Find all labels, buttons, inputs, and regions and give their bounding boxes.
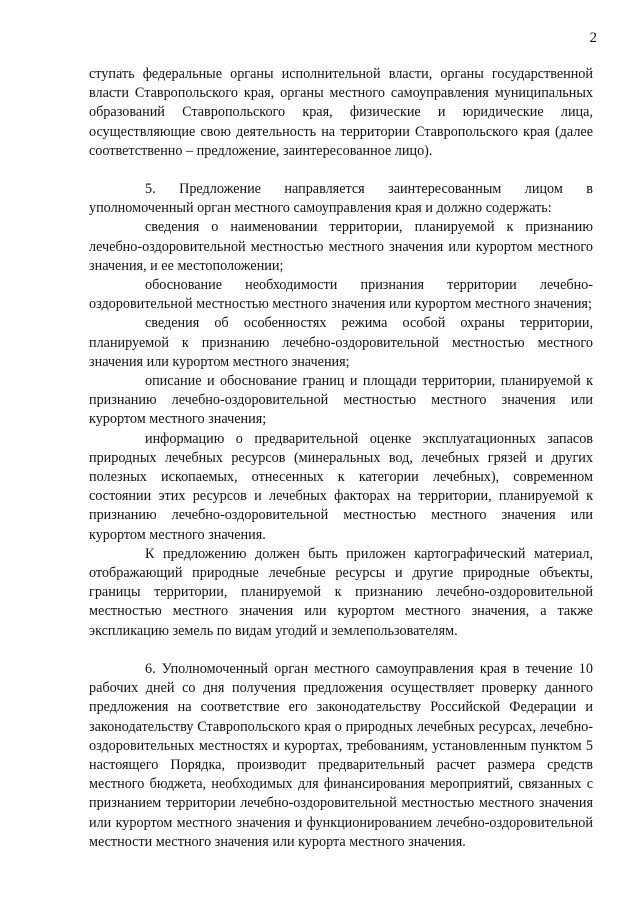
list-item-boundaries: описание и обоснование границ и площади территории, планируемой к признанию лечебно-оздоровительной местностью местного значения или курортом местного значения; <box>89 373 593 428</box>
page-number: 2 <box>589 30 597 46</box>
list-item-justification: обоснование необходимости признания территории лечебно-оздоровительной местностью местного значения или курортом местного значения; <box>89 277 593 313</box>
paragraph-item-5: 5. Предложение направляется заинтересованным лицом в уполномоченный орган местного самоуправления края и должно содержать: <box>89 181 593 217</box>
list-item-territory-name: сведения о наименовании территории, планируемой к признанию лечебно-оздоровительной местностью местного значения или курортом местного значения, и ее местоположении; <box>89 219 593 274</box>
paragraph-item-6: 6. Уполномоченный орган местного самоуправления края в течение 10 рабочих дней со дня получения предложения осуществляет проверку данного предложения на соответствие его законодательству Российской Федерации и законодательству Ставропольского края о природных лечебных ресурсах, лечебно-оздоровительных местностях и курортах, требованиям, установленным пунктом 5 настоящего Порядка, производит предварительный расчет размера средств местного бюджета, необходимых для финансирования мероприятий, связанных с признанием территории лечебно-оздоровительной местностью местного значения или курортом местного значения и функционированием лечебно-оздоровительной местности местного значения или курорта местного значения. <box>89 660 593 850</box>
document-body <box>89 65 593 852</box>
paragraph-continuation: ступать федеральные органы исполнительной власти, органы государственной власти Ставропольского края, органы местного самоуправления муниципальных образований Ставропольского края, физические и юридические лица, осуществляющие свою деятельность на территории Ставропольского края (далее соответственно – предложение, заинтересованное лицо). <box>89 66 593 159</box>
paragraph-gap <box>89 161 593 180</box>
paragraph-attachment: К предложению должен быть приложен картографический материал, отображающий природные лечебные ресурсы и другие природные объекты, границы территории, планируемой к признанию лечебно-оздоровительной местностью местного значения или курортом местного значения, а также экспликацию земель по видам угодий и землепользователям. <box>89 545 593 639</box>
list-item-protection-regime: сведения об особенностях режима особой охраны территории, планируемой к признанию лечебно-оздоровительной местностью местного значения или курортом местного значения; <box>89 315 593 370</box>
paragraph-gap <box>89 641 593 660</box>
list-item-resources-assessment: информацию о предварительной оценке эксплуатационных запасов природных лечебных ресурсов (минеральных вод, лечебных грязей и других полезных ископаемых, отнесенных к категории лечебных), современном состоянии этих ресурсов и лечебных факторах на территории, планируемой к признанию лечебно-оздоровительной местностью местного значения или курортом местного значения. <box>89 430 593 543</box>
